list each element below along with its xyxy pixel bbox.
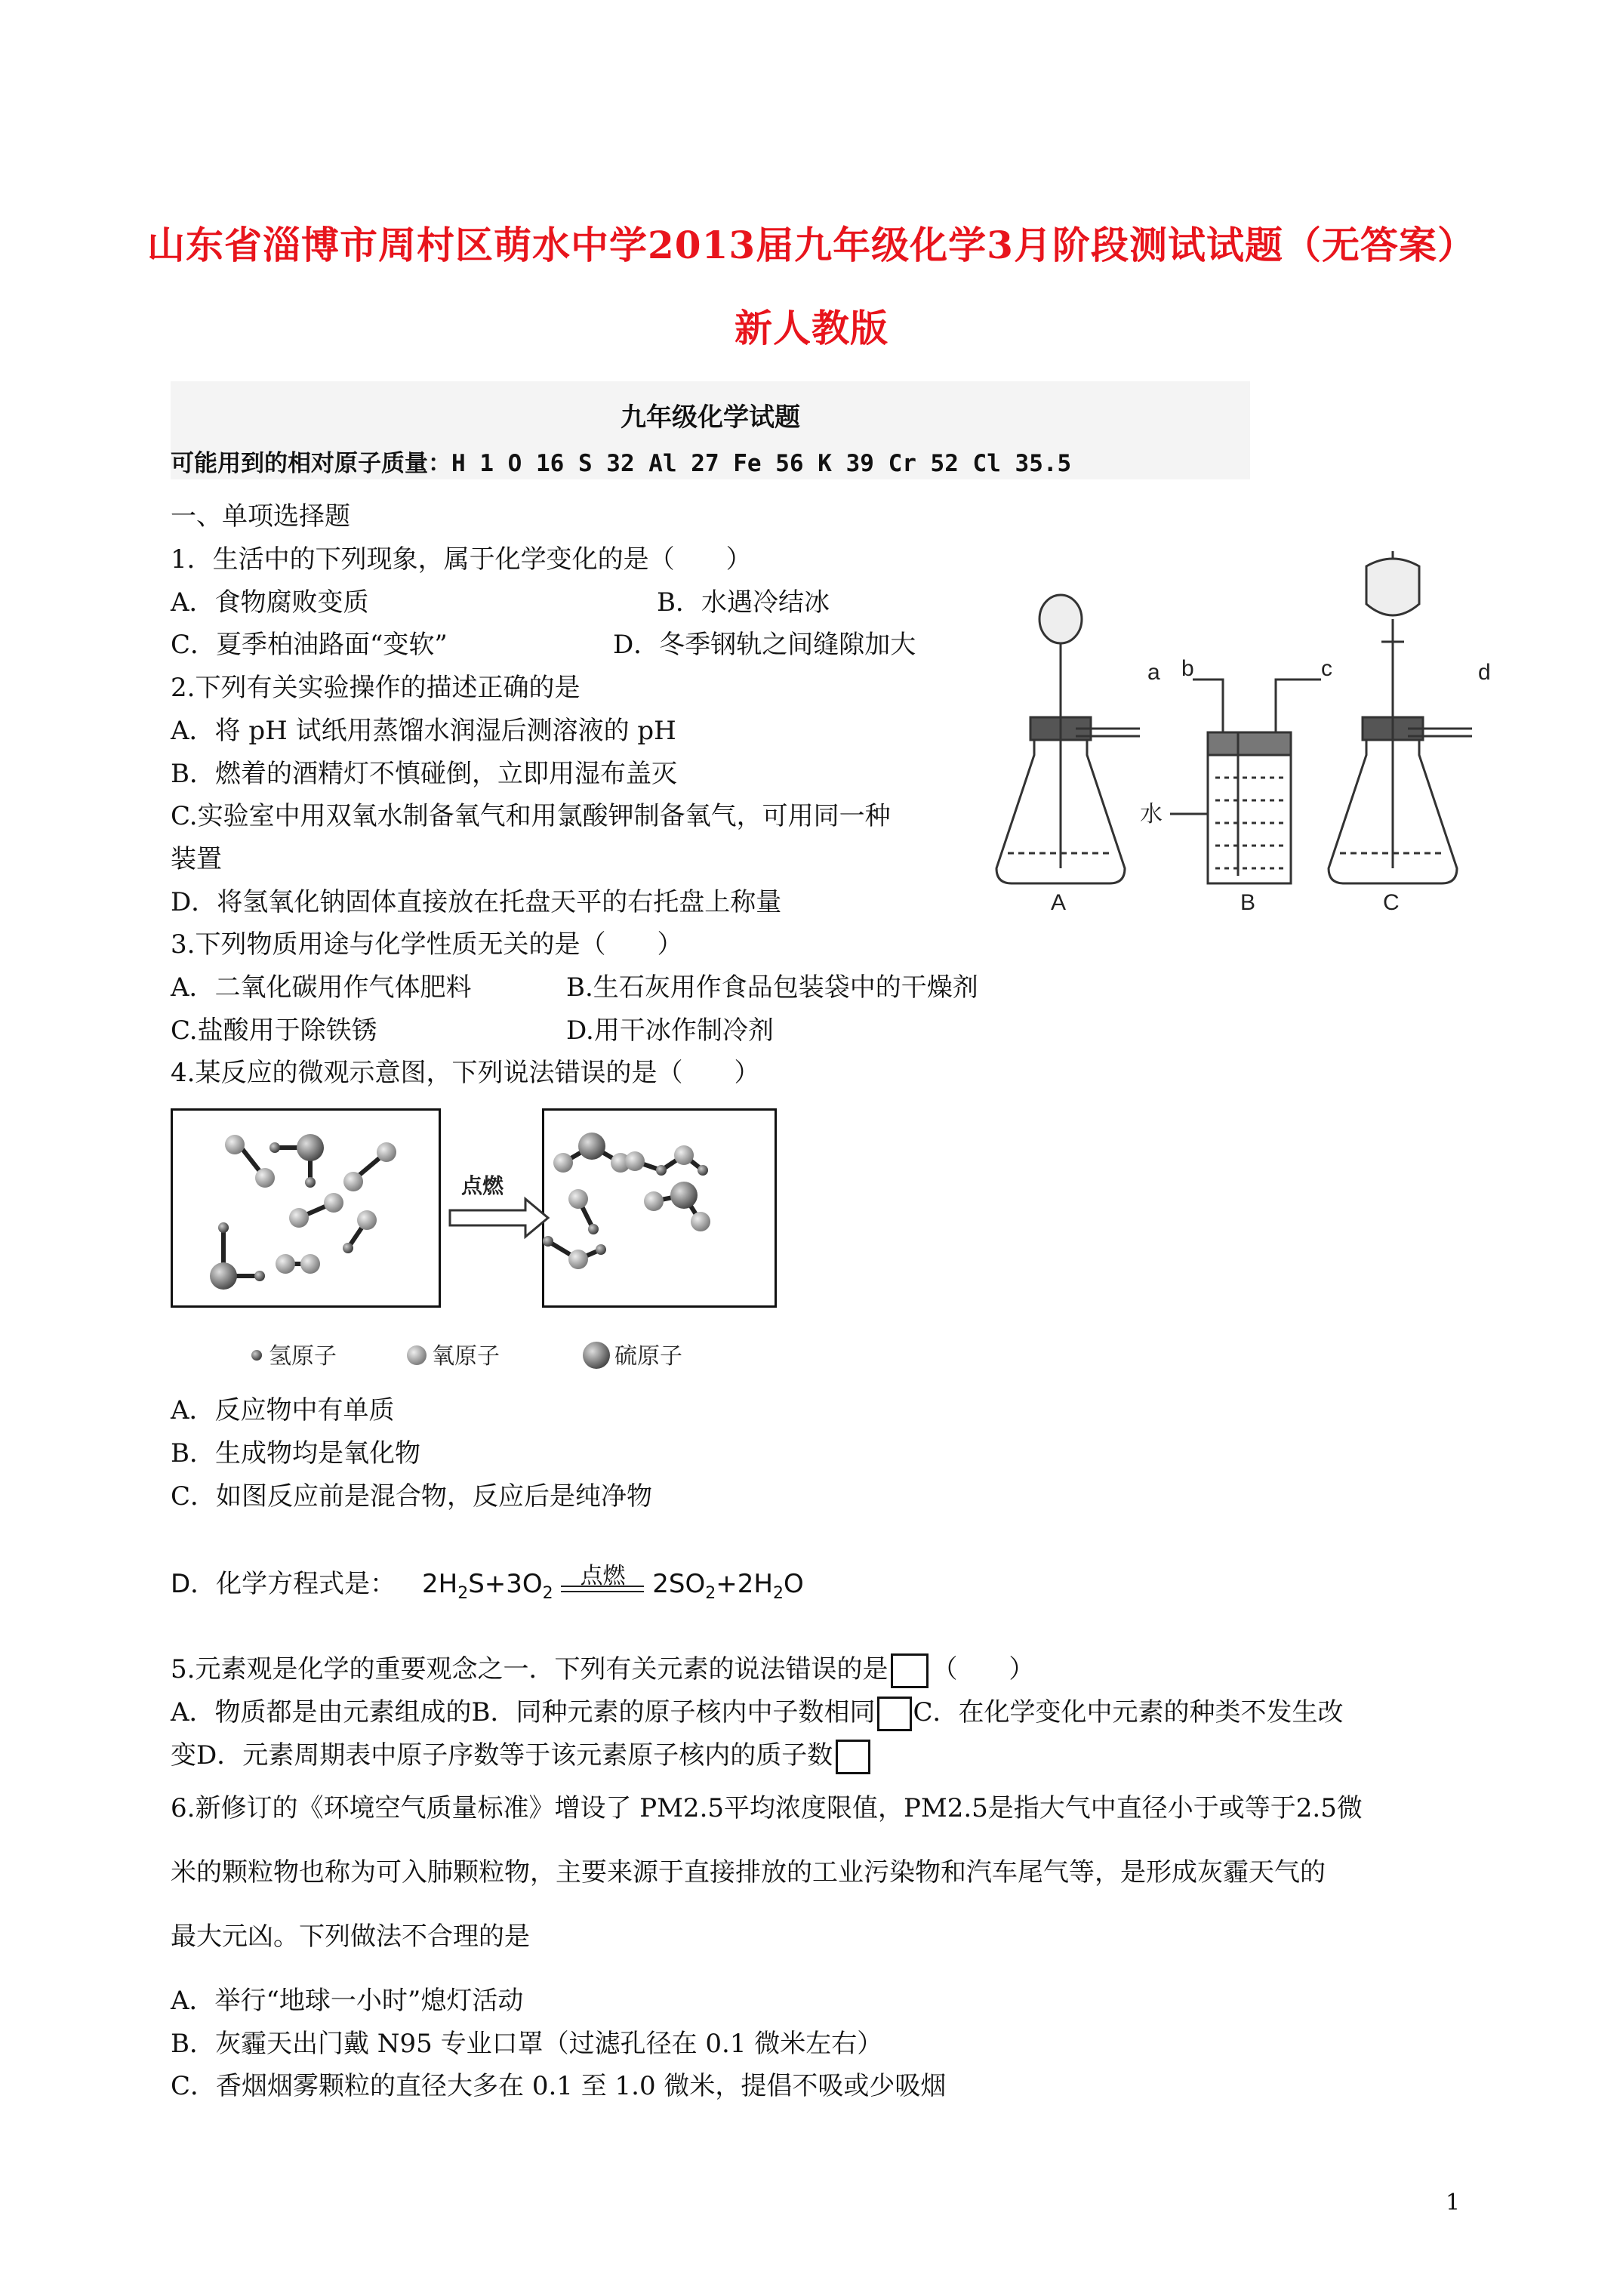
bottle-b-tubes: [1193, 680, 1321, 732]
q4-option-c: C．如图反应前是混合物，反应后是纯净物: [171, 1481, 653, 1512]
q5-stem-text: 5.元素观是化学的重要观念之一．下列有关元素的说法错误的是: [171, 1654, 888, 1684]
q4-option-b: B．生成物均是氧化物: [171, 1438, 420, 1469]
q2-option-a: A．将 pH 试纸用蒸馏水润湿后测溶液的 pH: [171, 716, 676, 746]
q1-option-d: D．冬季钢轨之间缝隙加大: [613, 630, 916, 660]
port-b-label: b: [1181, 656, 1194, 681]
atom-legend: [242, 1336, 725, 1374]
oxygen-atom-icon: [407, 1345, 427, 1365]
q5-answer-box: [891, 1653, 929, 1688]
q1-option-a: A．食物腐败变质: [171, 587, 369, 618]
q3-option-d: D.用干冰作制冷剂: [566, 1015, 774, 1046]
equation-rhs: $2SO_2+2H_2O$: [652, 1569, 804, 1603]
q5-option-c: C．在化学变化中元素的种类不发生改: [913, 1697, 1344, 1727]
q5-blank: （ ）: [932, 1654, 1035, 1684]
q3-option-a: A．二氧化碳用作气体肥料: [171, 972, 472, 1003]
document-subtitle: 新人教版: [735, 306, 888, 350]
exam-title: 九年级化学试题: [621, 402, 800, 433]
exam-header-banner: [171, 381, 1250, 479]
q5-option-d: 变D．元素周期表中原子序数等于该元素原子核内的质子数: [171, 1740, 833, 1771]
apparatus-b-label: B: [1240, 890, 1256, 914]
section-heading: 一、单项选择题: [171, 501, 350, 532]
q4-option-d: [171, 1563, 804, 1603]
water-label: 水: [1140, 802, 1163, 827]
port-a-label: a: [1147, 660, 1160, 685]
port-d-label: d: [1478, 660, 1491, 685]
apparatus-c-label: C: [1383, 890, 1400, 914]
document-title: 山东省淄博市周村区萌水中学2013届九年级化学3月阶段测试试题（无答案）: [147, 223, 1476, 267]
legend-sulfur: 硫原子: [614, 1344, 682, 1369]
q6-option-b: B．灰霾天出门戴 N95 专业口罩（过滤孔径在 0.1 微米左右）: [171, 2029, 883, 2059]
port-c-label: c: [1321, 656, 1332, 681]
equation-arrow: [561, 1563, 644, 1592]
q6-line1: 6.新修订的《环境空气质量标准》增设了 PM2.5平均浓度限值，PM2.5是指大气中直径小于或等于2.5微: [171, 1793, 1363, 1823]
q3-option-c: C.盐酸用于除铁锈: [171, 1015, 377, 1046]
page-number: 1: [1446, 2190, 1461, 2216]
separatory-funnel: [1366, 559, 1419, 615]
q2-option-c-cont: 装置: [171, 844, 222, 874]
apparatus-a-label: A: [1051, 890, 1067, 914]
q6-option-a: A．举行“地球一小时”熄灯活动: [171, 1986, 524, 2016]
reaction-arrow: [450, 1199, 548, 1237]
q6-line2: 米的颗粒物也称为可入肺颗粒物，主要来源于直接排放的工业污染物和汽车尾气等，是形成灰霾天气的: [171, 1857, 1326, 1888]
legend-hydrogen: 氢原子: [269, 1344, 337, 1369]
q4-stem: 4.某反应的微观示意图，下列说法错误的是（ ）: [171, 1058, 760, 1088]
q5-options-line1: [171, 1697, 1344, 1731]
q2-option-d: D．将氢氧化钠固体直接放在托盘天平的右托盘上称量: [171, 887, 782, 917]
sulfur-atom-icon: [583, 1342, 610, 1369]
q2-option-c: C.实验室中用双氧水制备氧气和用氯酸钾制备氧气，可用同一种: [171, 801, 891, 831]
q3-stem: 3.下列物质用途与化学性质无关的是（ ）: [171, 929, 683, 960]
equation-condition: 点燃: [580, 1563, 626, 1589]
q1-option-c: C．夏季柏油路面“变软”: [171, 630, 448, 660]
reaction-diagram: [171, 1108, 775, 1306]
q2-stem: 2.下列有关实验操作的描述正确的是: [171, 673, 581, 703]
q1-stem: 1．生活中的下列现象，属于化学变化的是（ ）: [171, 544, 752, 575]
q1-option-b: B．水遇冷结冰: [657, 587, 830, 618]
q4-option-a: A．反应物中有单质: [171, 1395, 395, 1425]
q6-line3: 最大元凶。下列做法不合理的是: [171, 1922, 530, 1952]
equation-lhs: $2H_2S+3O_2$: [422, 1569, 553, 1603]
q5-answer-box-3: [836, 1740, 870, 1774]
q6-option-c: C．香烟烟雾颗粒的直径大多在 0.1 至 1.0 微米，提倡不吸或少吸烟: [171, 2071, 947, 2101]
q5-answer-box-2: [877, 1697, 912, 1731]
hydrogen-atom-icon: [251, 1350, 262, 1361]
atomic-mass-line: 可能用到的相对原子质量：H 1 O 16 S 32 Al 27 Fe 56 K 39 Cr 52 Cl 35.5: [171, 450, 1072, 477]
arrow-condition: 点燃: [461, 1174, 504, 1197]
bottle-b: [1208, 755, 1291, 883]
q5-options-line2: [171, 1740, 870, 1774]
q3-option-b: B.生石灰用作食品包装袋中的干燥剂: [566, 972, 978, 1003]
q4-option-d-prefix: D．化学方程式是：: [171, 1569, 396, 1599]
legend-oxygen: 氧原子: [432, 1344, 500, 1369]
q5-option-ab: A．物质都是由元素组成的B．同种元素的原子核内中子数相同: [171, 1697, 876, 1727]
q5-stem: [171, 1653, 1034, 1688]
q2-option-b: B．燃着的酒精灯不慎碰倒，立即用湿布盖灭: [171, 759, 677, 789]
apparatus-figure: [989, 551, 1502, 914]
